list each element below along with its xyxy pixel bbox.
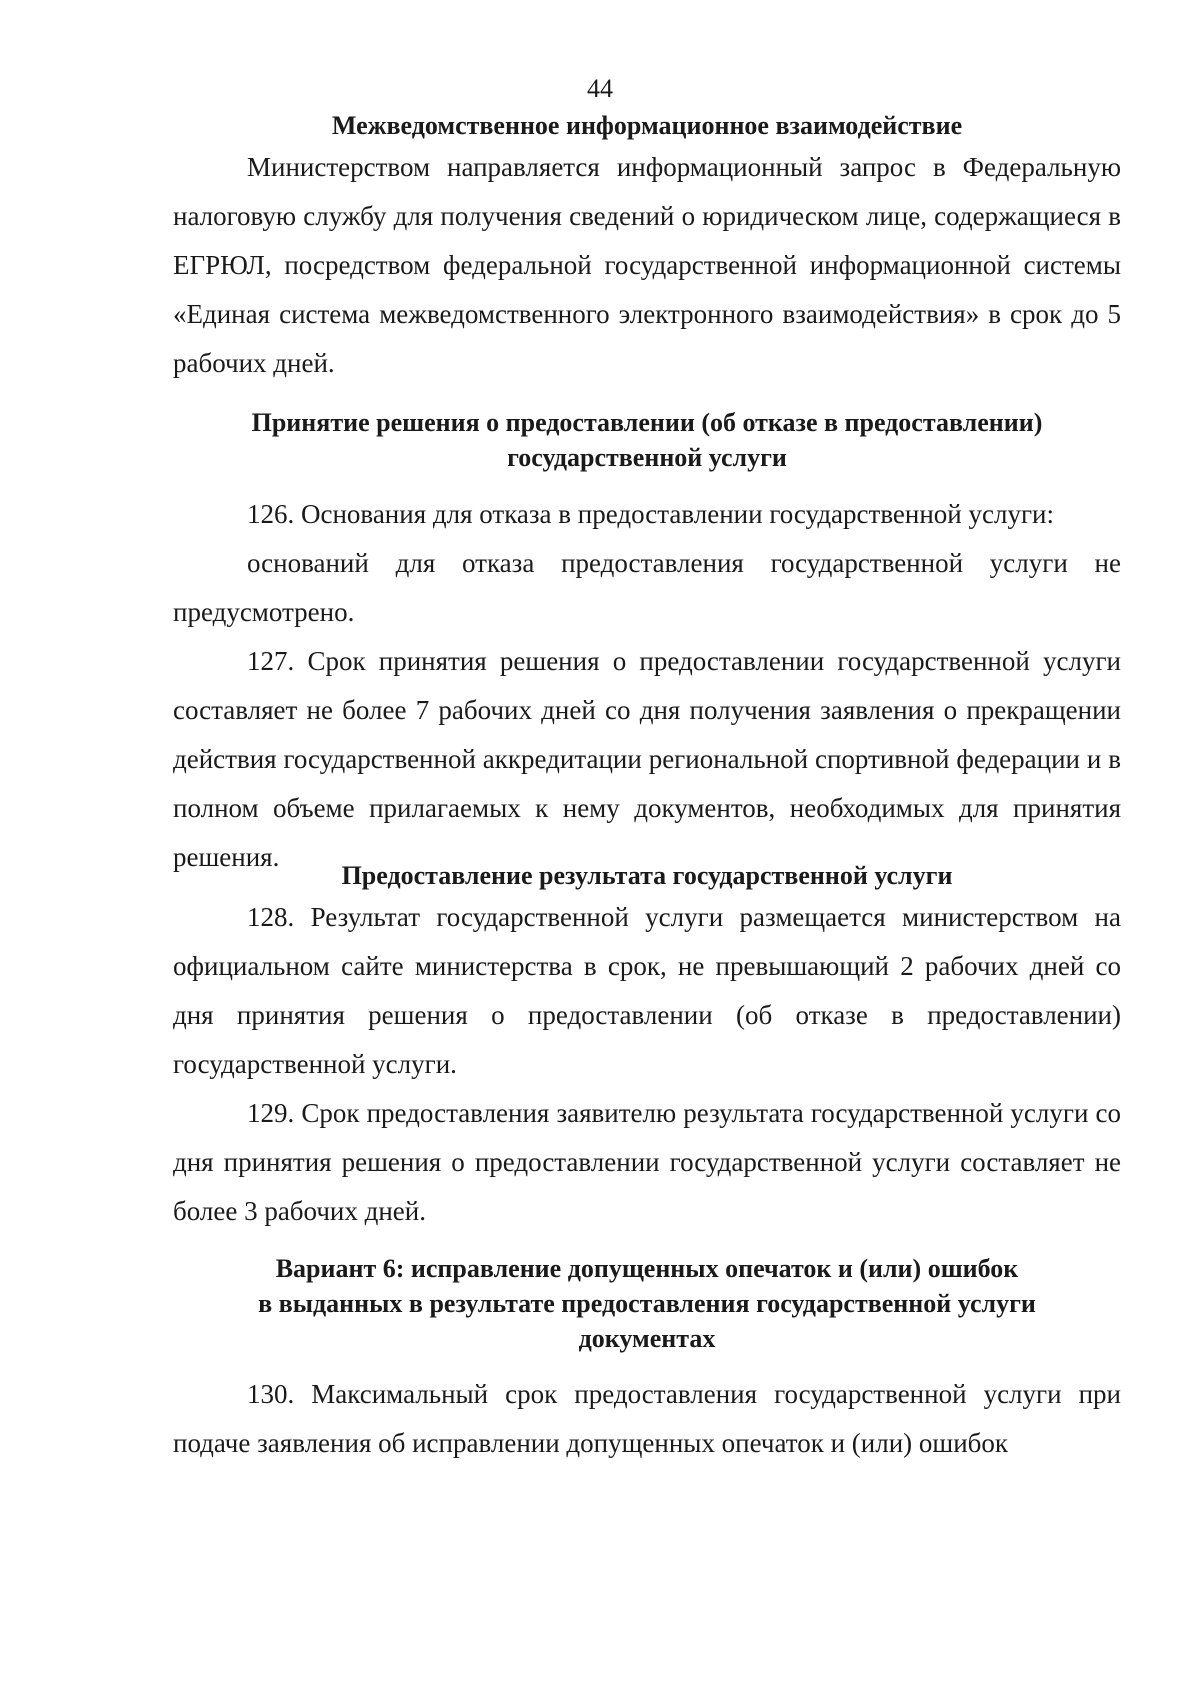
heading-line: документах — [578, 1324, 716, 1353]
heading-line: Вариант 6: исправление допущенных опечаток и (или) ошибок — [275, 1254, 1019, 1283]
section-heading-interagency: Межведомственное информационное взаимодействие — [331, 111, 963, 140]
paragraph-126-grounds: оснований для отказа предоставления государственной услуги не предусмотрено. — [173, 548, 1121, 627]
paragraph-128: 128. Результат государственной услуги размещается министерством на официальном сайте министерства в срок, не превышающий 2 рабочих дней со дня принятия решения о предоставлении (об отказе в предоставлении) государственной услуги. — [173, 902, 1121, 1079]
paragraph-130: 130. Максимальный срок предоставления государственной услуги при подаче заявления об исправлении допущенных опечаток и (или) ошибок — [173, 1379, 1121, 1458]
section-heading-decision — [173, 405, 1121, 475]
paragraph-126: 126. Основания для отказа в предоставлении государственной услуги: — [247, 499, 1054, 529]
heading-line: в выданных в результате предоставления государственной услуги — [258, 1289, 1036, 1318]
paragraph-129: 129. Срок предоставления заявителю результата государственной услуги со дня принятия решения о предоставлении государственной услуги составляет не более 3 рабочих дней. — [173, 1098, 1121, 1226]
section-heading-variant-6 — [173, 1251, 1121, 1356]
paragraph-interagency-request: Министерством направляется информационный запрос в Федеральную налоговую службу для получения сведений о юридическом лице, содержащиеся в ЕГРЮЛ, посредством федеральной государственной информационной системы «Единая система межведомственного электронного взаимодействия» в срок до 5 рабочих дней. — [173, 152, 1121, 378]
heading-line: Принятие решения о предоставлении (об отказе в предоставлении) — [251, 408, 1043, 437]
heading-line: государственной услуги — [507, 443, 787, 472]
section-heading-result: Предоставление результата государственной услуги — [341, 861, 953, 890]
paragraph-127: 127. Срок принятия решения о предоставлении государственной услуги составляет не более 7 рабочих дней со дня получения заявления о прекращении действия государственной аккредитации региональной спортивной федерации и в полном объеме прилагаемых к нему документов, необходимых для принятия решения. — [173, 646, 1121, 872]
page-number: 44 — [587, 74, 613, 103]
